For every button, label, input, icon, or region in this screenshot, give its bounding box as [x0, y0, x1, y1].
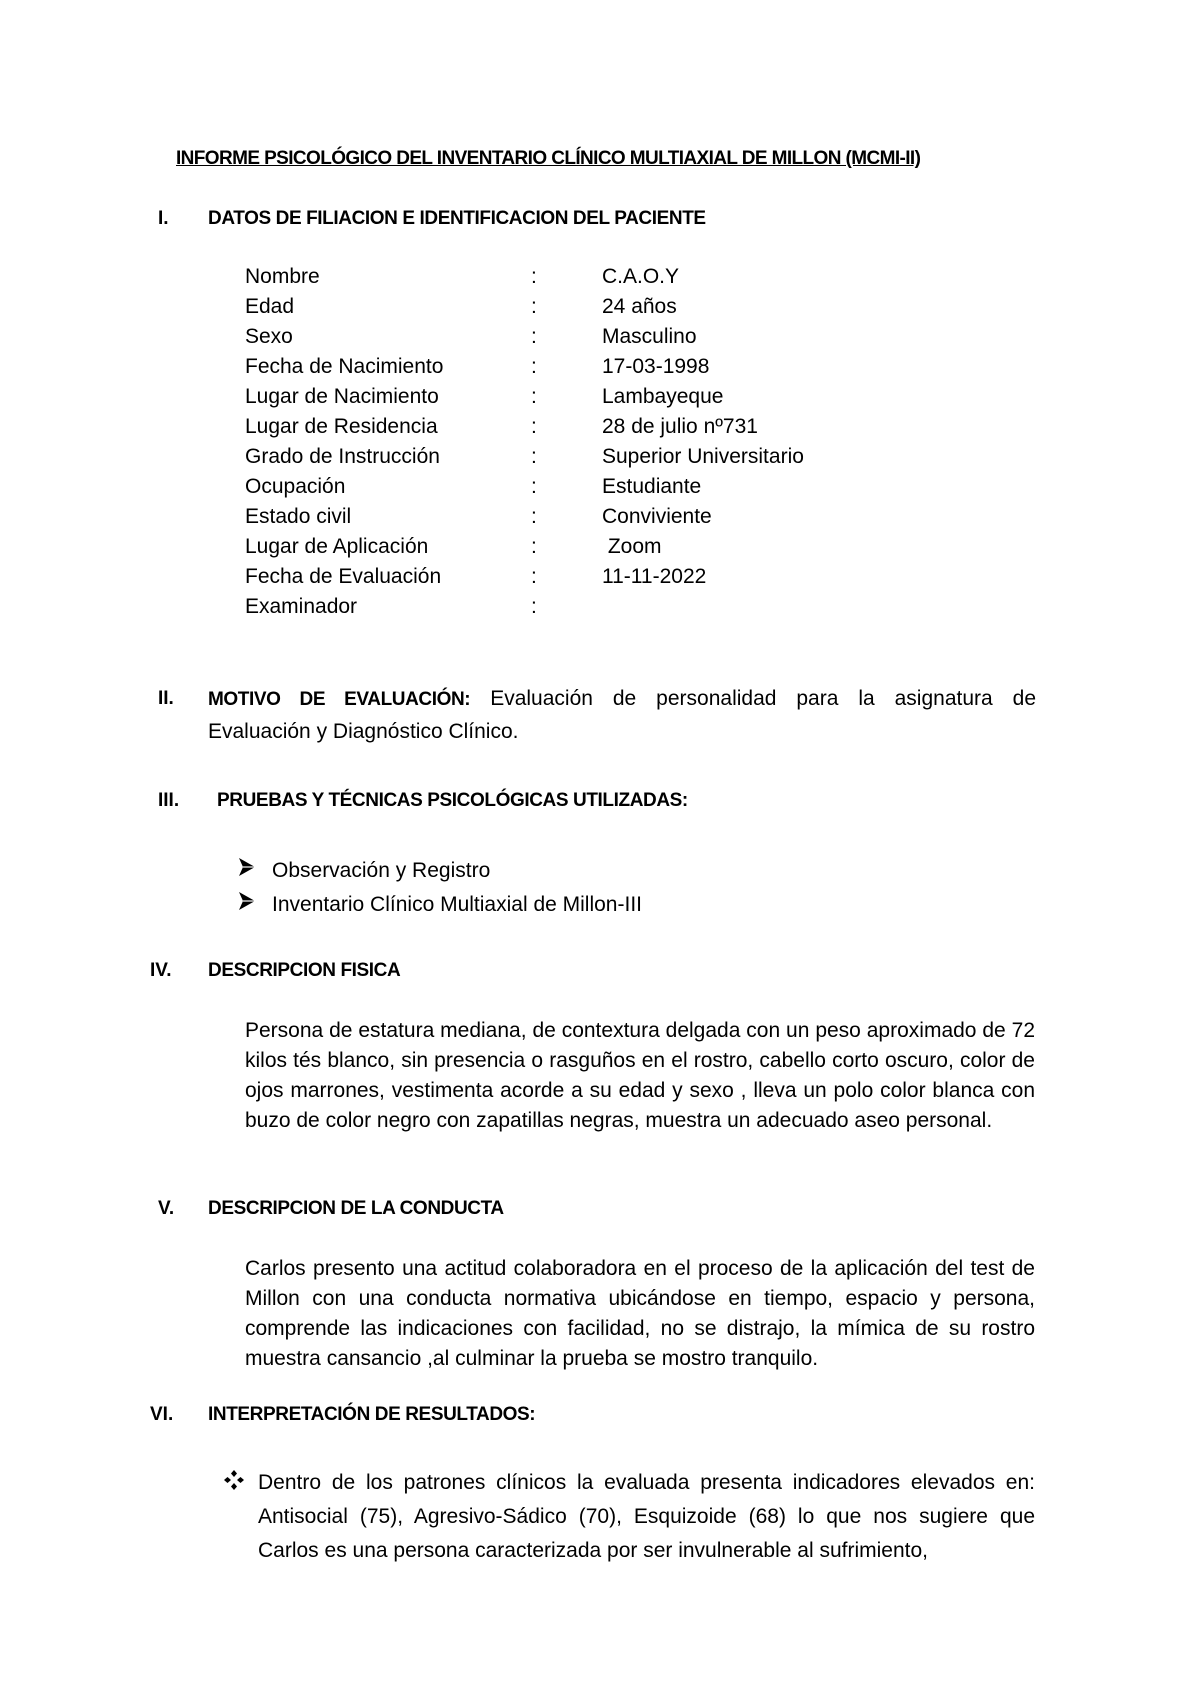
field-label: Lugar de Nacimiento [245, 385, 439, 408]
section-3-number: III. [158, 790, 180, 811]
field-label: Fecha de Evaluación [245, 565, 442, 588]
section-2-line-1 [208, 684, 1036, 714]
patient-row-fecha-evaluacion [245, 565, 965, 595]
field-value: 11-11-2022 [602, 565, 707, 588]
patient-row-examinador [245, 595, 965, 625]
patient-row-fecha-nacimiento [245, 355, 965, 385]
arrowhead-bullet-icon [238, 857, 272, 877]
patient-row-ocupacion [245, 475, 965, 505]
section-2-title: MOTIVO DE EVALUACIÓN: [208, 689, 471, 710]
technique-list-item [238, 857, 490, 883]
patient-row-grado-instruccion [245, 445, 965, 475]
field-label: Grado de Instrucción [245, 445, 440, 468]
field-value: C.A.O.Y [602, 265, 680, 288]
field-label: Examinador [245, 595, 358, 618]
field-separator: : [531, 475, 537, 498]
field-value: 17-03-1998 [602, 355, 710, 378]
field-value: 28 de julio nº731 [602, 415, 758, 438]
field-separator: : [531, 445, 537, 468]
technique-list-item [238, 891, 642, 917]
field-value: Masculino [602, 325, 697, 348]
arrowhead-bullet-icon [238, 891, 272, 911]
section-2-text: Evaluación de personalidad para la asignatura de [490, 687, 1036, 710]
section-6-title: INTERPRETACIÓN DE RESULTADOS: [208, 1404, 536, 1425]
four-diamond-bullet-icon [224, 1470, 244, 1490]
field-value: Conviviente [602, 505, 712, 528]
patient-row-lugar-aplicacion [245, 535, 965, 565]
field-label: Lugar de Residencia [245, 415, 438, 438]
field-separator: : [531, 535, 537, 558]
field-label: Sexo [245, 325, 293, 348]
interpretation-paragraph: Dentro de los patrones clínicos la evaluada presenta indicadores elevados en: Antisocial (75), Agresivo-Sádico (70), Esquizoide (68) lo que nos sugiere que Carlos es una persona caracterizada por ser invulnerable al sufrimiento, [258, 1471, 1035, 1562]
field-separator: : [531, 505, 537, 528]
field-separator: : [531, 385, 537, 408]
section-5-number: V. [158, 1198, 175, 1219]
patient-row-estado-civil [245, 505, 965, 535]
field-value: Lambayeque [602, 385, 724, 408]
patient-row-sexo [245, 325, 965, 355]
patient-row-nombre [245, 265, 965, 295]
section-1-number: I. [158, 208, 169, 229]
field-separator: : [531, 565, 537, 588]
field-separator: : [531, 325, 537, 348]
behavior-description-paragraph: Carlos presento una actitud colaboradora en el proceso de la aplicación del test de Millon con una conducta normativa ubicándose en tiempo, espacio y persona, comprende las indicaciones con facilidad, no se distrajo, la mímica de su rostro muestra cansancio ,al culminar la prueba se mostro tranquilo. [245, 1257, 1035, 1370]
section-2-number: II. [158, 688, 174, 709]
field-separator: : [531, 595, 537, 618]
section-4-number: IV. [150, 960, 172, 981]
field-value: 24 años [602, 295, 677, 318]
field-separator: : [531, 355, 537, 378]
field-label: Estado civil [245, 505, 352, 528]
patient-row-edad [245, 295, 965, 325]
field-label: Lugar de Aplicación [245, 535, 429, 558]
section-1-title: DATOS DE FILIACION E IDENTIFICACION DEL PACIENTE [208, 208, 706, 229]
patient-row-lugar-nacimiento [245, 385, 965, 415]
section-3-title: PRUEBAS Y TÉCNICAS PSICOLÓGICAS UTILIZADAS: [217, 790, 688, 811]
field-label: Fecha de Nacimiento [245, 355, 444, 378]
field-value: Estudiante [602, 475, 702, 498]
section-6-number: VI. [150, 1404, 174, 1425]
section-2-text-continued: Evaluación y Diagnóstico Clínico. [208, 720, 519, 743]
field-label: Edad [245, 295, 295, 318]
technique-label: Inventario Clínico Multiaxial de Millon-III [272, 893, 642, 916]
field-value: Superior Universitario [602, 445, 804, 468]
field-separator: : [531, 415, 537, 438]
field-label: Ocupación [245, 475, 346, 498]
field-value: Zoom [602, 535, 662, 558]
field-separator: : [531, 265, 537, 288]
field-separator: : [531, 295, 537, 318]
patient-row-lugar-residencia [245, 415, 965, 445]
report-title: INFORME PSICOLÓGICO DEL INVENTARIO CLÍNICO MULTIAXIAL DE MILLON (MCMI-II) [176, 148, 921, 169]
technique-label: Observación y Registro [272, 859, 491, 882]
section-4-title: DESCRIPCION FISICA [208, 960, 401, 981]
field-label: Nombre [245, 265, 320, 288]
physical-description-paragraph: Persona de estatura mediana, de contextura delgada con un peso aproximado de 72 kilos tés blanco, sin presencia o rasguños en el rostro, cabello corto oscuro, color de ojos marrones, vestimenta acorde a su edad y sexo , lleva un polo color blanca con buzo de color negro con zapatillas negras, muestra un adecuado aseo personal. [245, 1019, 1035, 1132]
section-5-title: DESCRIPCION DE LA CONDUCTA [208, 1198, 504, 1219]
